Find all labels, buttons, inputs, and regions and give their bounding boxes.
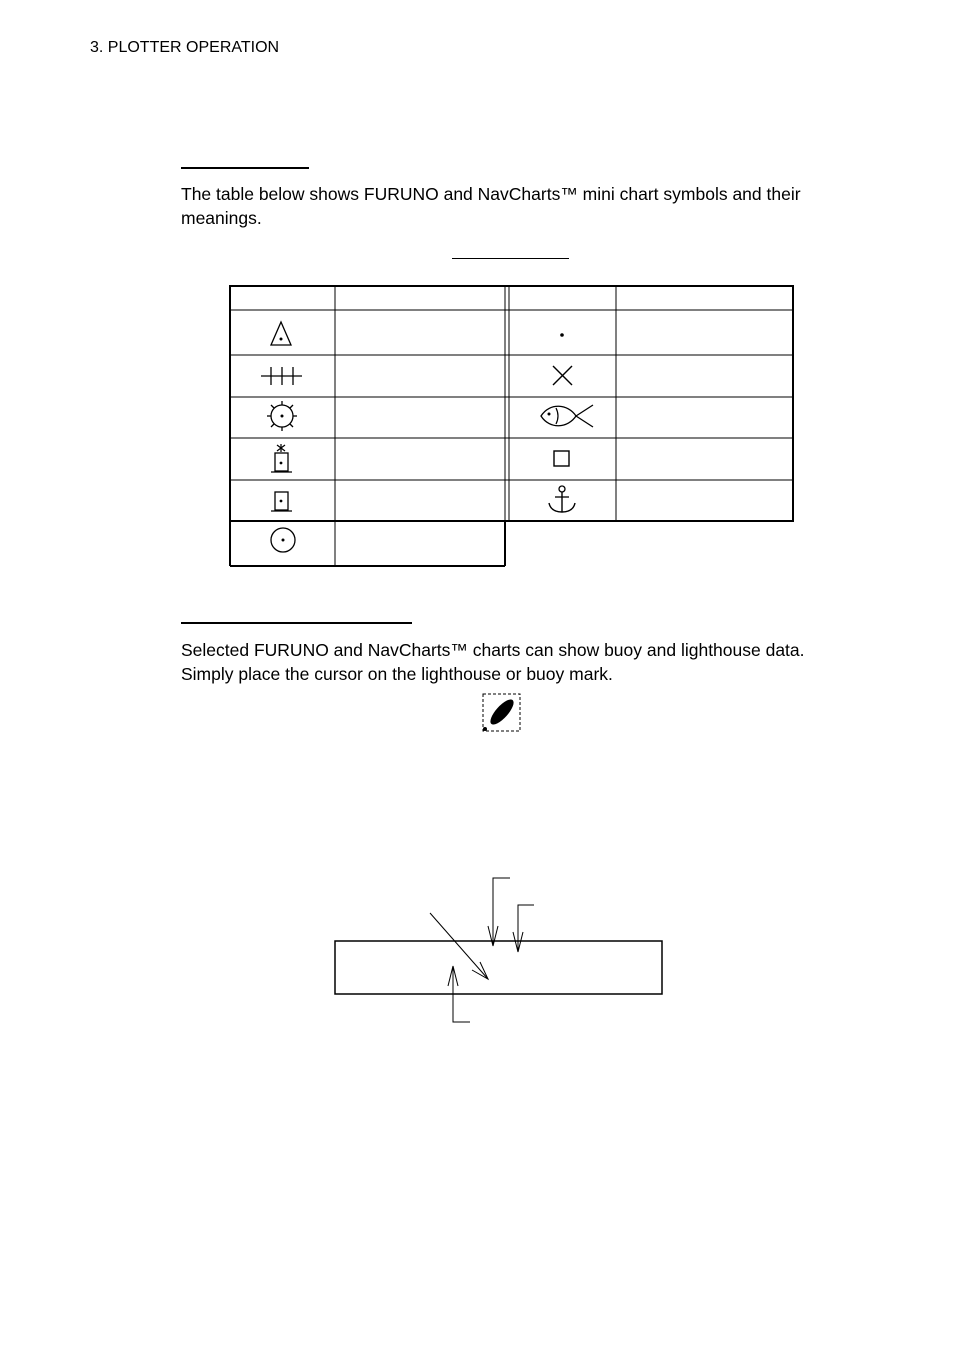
intro-line-1: The table below shows FURUNO and NavCharts™ mini chart symbols and their <box>181 184 801 204</box>
rail-crossing-icon <box>261 367 302 385</box>
fish-icon <box>541 405 593 427</box>
page-header: 3. PLOTTER OPERATION <box>90 39 280 56</box>
buoy-data-paragraph <box>181 638 805 686</box>
callout-arrow-3 <box>430 913 488 979</box>
buoy-line-2: Simply place the cursor on the lighthouse or buoy mark. <box>181 664 613 684</box>
anchor-icon <box>549 486 575 512</box>
square-icon <box>554 451 569 466</box>
buoy-data-display-diagram <box>335 878 662 1022</box>
buoy-circle-icon <box>271 528 295 552</box>
lighthouse-icon <box>271 444 292 472</box>
wreck-sun-icon <box>267 401 297 431</box>
light-tower-icon <box>271 492 292 511</box>
callout-arrow-1 <box>488 878 510 946</box>
beacon-triangle-icon <box>271 322 291 345</box>
sounding-dot-icon <box>560 333 564 337</box>
intro-line-2: meanings. <box>181 208 262 228</box>
table-grid <box>230 286 793 566</box>
data-display-box <box>335 941 662 994</box>
buoy-line-1: Selected FURUNO and NavCharts™ charts can show buoy and lighthouse data. <box>181 640 805 660</box>
callout-arrow-2 <box>513 905 534 952</box>
cross-x-icon <box>553 366 572 385</box>
cursor-mark-icon <box>483 694 520 731</box>
